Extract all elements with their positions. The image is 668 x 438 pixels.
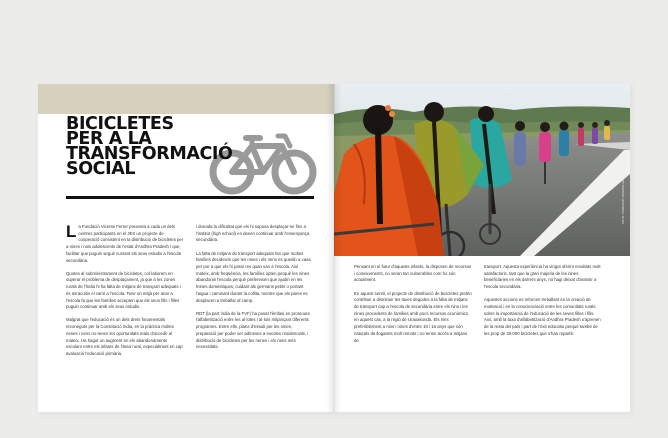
left-page (38, 84, 334, 412)
paragraph: La falta de mitjans de transport adequats fan que moltes famílies decideixin que les nines i els nens es quedin a casa per por a que els hi passi res quan van a l'escola. Així mateix, amb freqüència, les famílies opten perquè les nines abandonin l'escola perquè prefereixen que ajudin en les feines domèstiques, cuidant als germans petits o portant l'aigua i caminant durant la collita, mentre que els pares es desplacen a treballar al camp. (196, 250, 311, 303)
drop-cap: L (66, 222, 77, 241)
paragraph: RDT (la part índia de la FVF) ha posat l'èmfasi en promoure l'alfabetització entre les al·lotes i al·lots mitjançant diferents programes. Entre ells, plans d'estudi per les nines, preparació per poder ser admeses a escoles residencials, i distribució de bicicletes per les nenes i els nens més necessitats. (196, 310, 310, 350)
article-title: BICICLETES PER A LA TRANSFORMACIÓ SOCIAL (66, 114, 233, 179)
right-page (334, 84, 630, 412)
paragraph: Malgrat que l'educació és un dels drets fonamentals reconeguts per la Constitució índia, en la pràctica moltes nenes i nens no tenen les oportunitats reals d'accedir al mateix. Ha hagut un augment en els abandonaments escolars entre els infants de l'àrea rural, especialment en cap avaluació l'educació primària. (66, 317, 183, 356)
title-band (38, 84, 334, 114)
paragraph: Aquestes accions es reforcen treballant en la creació de motivació i en la conscienciació entre les comunitats rurals sobre la importància de l'educació de les seves filles i fills. Així, amb la taxa d'alfabetització d'Andhra Pradesh s'aprenen de la resta del país i part de l'èxit educatiu perquè també de les prop de 20.000 bicicletes que s'han repartit. (484, 297, 601, 336)
title-underline (66, 196, 314, 199)
photo-credit: FOTO: FUNDACIÓ VICENTE FERRER (621, 171, 625, 224)
paragraph: i donada la dificultat que els hi suposa desplaçar-se fins a l'institut (high school) en desen continuar amb l'ensenyança secundària. (196, 224, 310, 243)
left-column-2 (196, 224, 312, 357)
paragraph (66, 224, 184, 264)
paragraph: Quotes al subministrament de bicicletes, col·laborem en superar el problema de desplaçament, ja que a les zones rurals de l'Índia hi ha falta de mitjans de transport adequats i és miraculós el camí a l'escola. Tenir un mitjà per anar a l'escola fa que les famílies accepten que els seus fills i filles puguin continuar amb els seus estudis. (66, 270, 181, 310)
paragraph: En aquest sentit, el projecte de distribució de bicicletes pretén contribuir a disminuir les taxes degudes a la falta de mitjans de transport cap a l'escola de secundària entre els nins i les nines procedents de famílies amb pocs recursos econòmics, en aquest cas, a la regió de Uravakonda. Els nins preferiblement a nins i nines d'entre 10 i 16 anys que són naturals de llogarets molt remots i no tenen accés a mitjans de (354, 290, 472, 343)
paragraph: transport. Aquesta experiència ha vingut oferint resultats molt satisfactoris, tant que la gran majoria de les nines beneficiàries en els darrers anys, no hagi deixat d'assistir a l'escola secundària. (484, 264, 601, 290)
cyclists-photo (334, 84, 630, 256)
right-column-2 (484, 264, 602, 344)
right-column-1 (354, 264, 472, 351)
paragraph-text: a Fundació Vicente Ferrer presenta a cada un dels centres participants en el JES un projecte de cooperació consistent en la distribució de bicicletes per a nines i nois adolescents de l'estat d'Andhra Pradesh i que, facilitar que puguin seguir cursant els seus estudis a l'escola secundària. (66, 224, 184, 263)
paragraph: Pensant en el futur d'aquests infants, la disposen de recursos i coneixements, no seran tan vulnerables com ho són actualment. (354, 264, 472, 283)
left-column-1 (66, 224, 184, 364)
